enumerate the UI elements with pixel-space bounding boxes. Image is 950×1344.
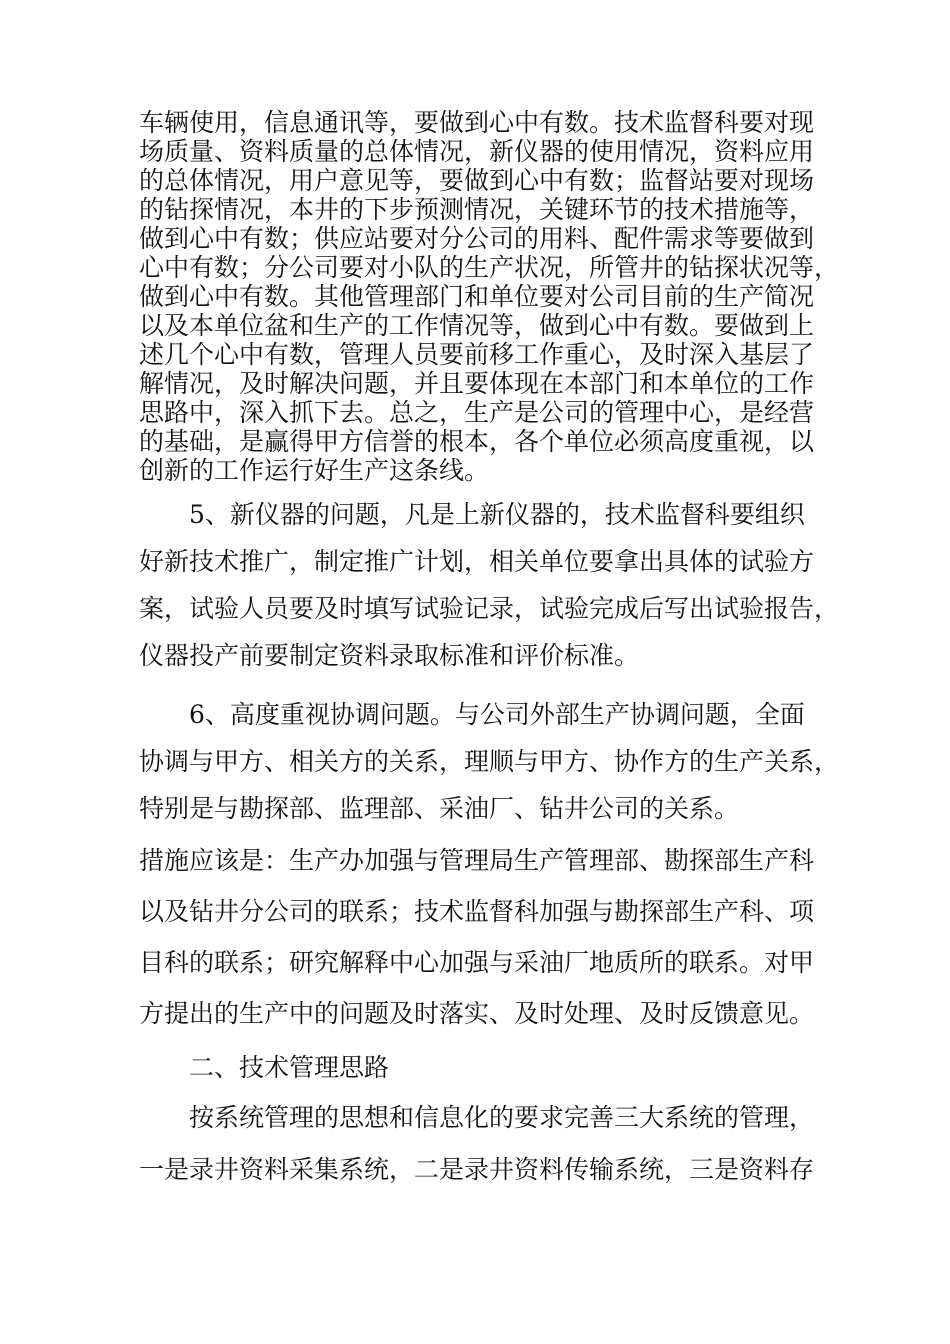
measures-first-line: 措施应该是：生产办加强与管理局生产管理部、勘探部生产科 [139, 846, 815, 875]
text-line: 特别是与勘探部、监理部、采油厂、钻井公司的关系。 [139, 794, 740, 823]
section-heading: 二、技术管理思路 [189, 1053, 390, 1082]
text-line: 好新技术推广，制定推广计划，相关单位要拿出具体的试验方 [139, 547, 815, 576]
text-line: 一是录井资料采集系统，二是录井资料传输系统，三是资料存 [139, 1155, 815, 1184]
text-line: 解情况，及时解决问题，并且要体现在本部门和本单位的工作 [139, 369, 815, 398]
text-line: 述几个心中有数，管理人员要前移工作重心，及时深入基层了 [139, 340, 815, 369]
text-line: 的基础，是赢得甲方信誉的根本，各个单位必须高度重视，以 [139, 427, 815, 456]
paragraph-6-first-line: 6、高度重视协调问题。与公司外部生产协调问题，全面 [189, 700, 805, 729]
text-line: 以及钻井分公司的联系；技术监督科加强与勘探部生产科、项 [139, 897, 815, 926]
text-line: 车辆使用，信息通讯等，要做到心中有数。技术监督科要对现 [139, 108, 815, 137]
text-line: 协调与甲方、相关方的关系，理顺与甲方、协作方的生产关系， [139, 747, 840, 776]
text-line: 仪器投产前要制定资料录取标准和评价标准。 [139, 641, 640, 670]
text-line: 场质量、资料质量的总体情况，新仪器的使用情况，资料应用 [139, 137, 815, 166]
text-line: 心中有数；分公司要对小队的生产状况，所管井的钻探状况等， [139, 253, 840, 282]
paragraph-5-first-line: 5、新仪器的问题，凡是上新仪器的，技术监督科要组织 [189, 500, 805, 529]
text-line: 案，试验人员要及时填写试验记录，试验完成后写出试验报告， [139, 594, 840, 623]
text-line: 目科的联系；研究解释中心加强与采油厂地质所的联系。对甲 [139, 948, 815, 977]
text-line: 以及本单位盆和生产的工作情况等，做到心中有数。要做到上 [139, 311, 815, 340]
text-line: 方提出的生产中的问题及时落实、及时处理、及时反馈意见。 [139, 999, 815, 1028]
text-line: 的总体情况，用户意见等，要做到心中有数；监督站要对现场 [139, 166, 815, 195]
section-first-line: 按系统管理的思想和信息化的要求完善三大系统的管理， [189, 1103, 815, 1132]
text-line: 做到心中有数。其他管理部门和单位要对公司目前的生产简况 [139, 282, 815, 311]
text-line: 的钻探情况，本井的下步预测情况，关键环节的技术措施等， [139, 195, 815, 224]
text-line: 思路中，深入抓下去。总之，生产是公司的管理中心，是经营 [139, 398, 815, 427]
text-line: 创新的工作运行好生产这条线。 [139, 456, 490, 485]
text-line: 做到心中有数；供应站要对分公司的用料、配件需求等要做到 [139, 224, 815, 253]
